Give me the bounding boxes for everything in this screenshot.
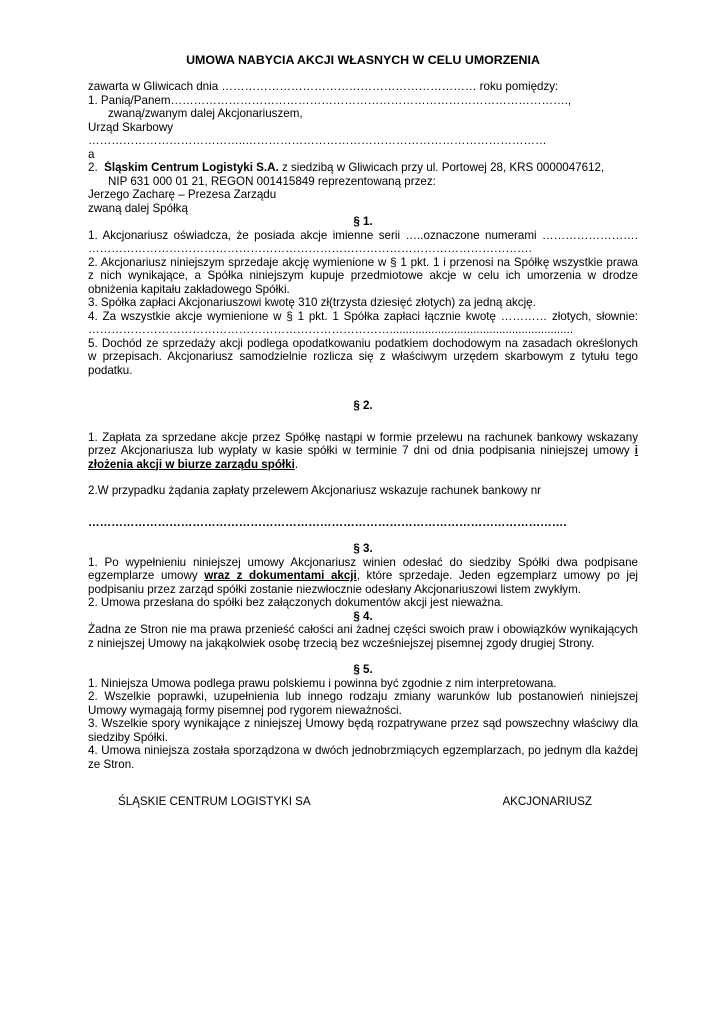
party-2-called: zwaną dalej Spółką (88, 201, 188, 215)
bank-account-dots: ……………………………………………………………………………………………………………. (88, 515, 567, 529)
section-3-point-1-underlined: wraz z dokumentami akcji (204, 569, 357, 582)
party-2-number: 2. (88, 161, 98, 174)
section-3-point-2: 2. Umowa przesłana do spółki bez załączonych dokumentów akcji jest nieważna. (88, 596, 504, 609)
signature-row (88, 795, 638, 809)
section-3-point-1 (88, 556, 638, 597)
parties-section (88, 80, 638, 215)
party-2-name: Śląskim Centrum Logistyki S.A. (104, 161, 279, 174)
document-body (88, 52, 638, 809)
tax-office-dots: …………………………………..…………………………………………………………………… (88, 134, 547, 147)
section-1-heading: § 1. (353, 215, 373, 228)
section-5 (88, 663, 638, 771)
section-4-heading: § 4. (353, 609, 373, 623)
section-2 (88, 399, 638, 529)
section-3-point-1-rest: , które sprzedaje. Jeden egzemplarz umowy po jej podpisaniu przez zarząd spółki zostanie niezwłocznie odesłany Akcjonariuszowi listem zwykłym. (88, 569, 638, 596)
section-1-point-4: 4. Za wszystkie akcje wymienione w § 1 pkt. 1 Spółka zapłaci łącznie kwotę ………… złotych, słownie: ……………………………………………………………………......................................................... (88, 309, 638, 336)
section-5-point-1: 1. Niniejsza Umowa podlega prawu polskiemu i powinna być zgodnie z nim interpretowana. (88, 676, 557, 690)
representative: Jerzego Zacharę – Prezesa Zarządu (88, 188, 277, 201)
section-5-point-4: 4. Umowa niniejsza została sporządzona w dwóch jednobrzmiących egzemplarzach, po jednym dla każdej ze Stron. (88, 744, 638, 771)
section-2-point-1 (88, 431, 638, 472)
section-1-point-3: 3. Spółka zapłaci Akcjonariuszowi kwotę 310 zł(trzysta dziesięć złotych) za jedną akcję. (88, 296, 536, 309)
section-3-heading: § 3. (353, 542, 373, 555)
section-2-point-2: 2.W przypadku żądania zapłaty przelewem Akcjonariusz wskazuje rachunek bankowy nr (88, 484, 542, 497)
section-5-point-2: 2. Wszelkie poprawki, uzupełnienia lub innego rodzaju zmiany warunków lub postanowień niniejszej Umowy wymagają formy pisemnej pod rygorem nieważności. (88, 690, 638, 717)
section-4-text: Żadna ze Stron nie ma prawa przenieść całości ani żadnej części swoich praw i obowiązków wynikających z niniejszej Umowy na jakąkolwiek osobę trzecią bez wcześniejszej pisemnej zgody drugiej Strony. (88, 623, 638, 650)
section-3-point-1-text: 1. Po wypełnieniu niniejszej umowy Akcjonariusz winien odesłać do siedziby Spółki dwa podpisane egzemplarze umowy (88, 555, 638, 582)
party-2-line (88, 161, 638, 175)
section-1 (88, 215, 638, 377)
section-5-heading: § 5. (353, 663, 373, 676)
section-1-point-2: 2. Akcjonariusz niniejszym sprzedaje akcję wymienione w § 1 pkt. 1 i przenosi na Spółkę wszystkie prawa z nich wynikające, a Spółka niniejszym kupuje przedmiotowe akcje w celu ich umorzenia w drodze obniżenia kapitału zakładowego Spółki. (88, 255, 638, 296)
section-2-point-1-underlined: i złożenia akcji w biurze zarządu spółki (88, 444, 638, 471)
party-1-called: zwaną/zwanym dalej Akcjonariuszem, (108, 107, 303, 120)
document-title: UMOWA NABYCIA AKCJI WŁASNYCH W CELU UMORZENIA (186, 53, 540, 67)
party-2-address: z siedzibą w Gliwicach przy ul. Portowej 28, KRS 0000047612, (278, 161, 605, 174)
section-4 (88, 610, 638, 651)
signature-company: ŚLĄSKIE CENTRUM LOGISTYKI SA (118, 795, 311, 808)
section-2-point-1-text: 1. Zapłata za sprzedane akcje przez Spółkę nastąpi w formie przelewu na rachunek bankowy wskazany przez Akcjonariusza lub wypłaty w kasie spółki w terminie 7 dni od dnia podpisania niniejszej umowy (88, 430, 638, 457)
section-5-point-3: 3. Wszelkie spory wynikające z niniejszej Umowy będą rozpatrywane przez sąd powszechny właściwy dla siedziby Spółki. (88, 717, 638, 744)
section-3 (88, 542, 638, 610)
tax-office-label: Urząd Skarbowy (88, 120, 174, 134)
section-2-point-1-end: . (294, 457, 299, 471)
section-1-point-5: 5. Dochód ze sprzedaży akcji podlega opodatkowaniu podatkiem dochodowym na zasadach określonych w przepisach. Akcjonariusz samodzielnie rozlicza się z właściwym urzędem skarbowym z tytułu tego podatku. (88, 336, 638, 377)
signature-shareholder: AKCJONARIUSZ (502, 795, 592, 808)
section-1-point-1: 1. Akcjonariusz oświadcza, że posiada akcje imienne serii …..oznaczone numerami ……………………. ……………………………………………………………………………………………………. (88, 228, 638, 255)
intro-line: zawarta w Gliwicach dnia ………………………………………………………… roku pomiędzy: (88, 80, 559, 93)
party-2-ids: NIP 631 000 01 21, REGON 001415849 reprezentowaną przez: (108, 174, 436, 188)
conjunction-a: a (88, 147, 95, 161)
party-1-line: 1. Panią/Panem…………………………………………………………………………………………., (88, 93, 572, 107)
section-2-heading: § 2. (353, 399, 373, 412)
